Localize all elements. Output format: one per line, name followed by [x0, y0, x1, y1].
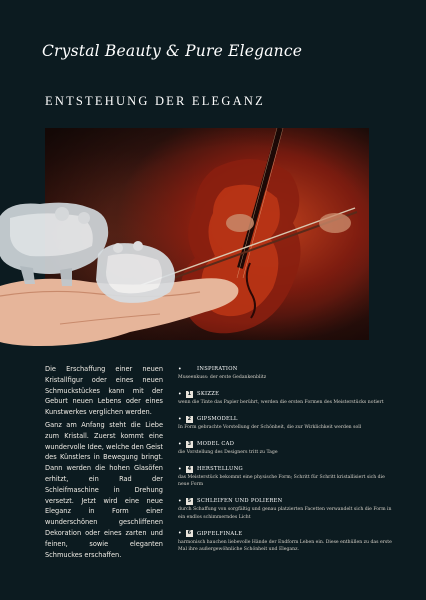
- step-number-badge: 5: [187, 497, 192, 504]
- step-number-badge: 2: [187, 415, 192, 422]
- step-number-badge: 1: [187, 390, 192, 397]
- intro-paragraph-2: Ganz am Anfang steht die Liebe zum Kristall. Zuerst kommt eine wundervolle Idee, welche den Geist des Künstlers in Bewegung bringt. Dann werden die hohen Glasöfen erhitzt, ein Rad der Schleifmaschine in Drehung versetzt. Jetzt wird eine neue Eleganz in Form einer wunderschönen geschliffenen Dekoration oder eines zarten und feinen, sowie eleganten Schmuckes erschaffen.: [45, 421, 163, 559]
- step-item: [178, 364, 393, 381]
- step-number-badge: 4: [187, 465, 192, 472]
- step-description: das Meisterstück bekommt eine physische Form; Schritt für Schritt kristallisiert sich die neue Form: [178, 475, 385, 488]
- step-item: [178, 496, 393, 521]
- step-title: GIPFELFINALE: [197, 530, 243, 537]
- step-item: [178, 414, 393, 431]
- process-steps-list: [178, 364, 393, 561]
- step-description: In Form gebrachte Vorstellung der Schönheit, die zur Wirklichkeit werden soll: [178, 425, 362, 430]
- hand-with-crystal-figurines: [0, 196, 250, 366]
- intro-paragraph-1: Die Erschaffung einer neuen Kristallfigur oder eines neuen Schmuckstückes kann mit der Geburt neuen Lebens oder eines Kunstwerkes verglichen werden.: [45, 365, 163, 417]
- step-description: durch Schaffung von sorgfältig und genau platzierten Facetten verwandelt sich die Form in ein endlos schimmerndes Licht: [178, 507, 392, 520]
- step-title: SKIZZE: [197, 391, 220, 397]
- step-title: SCHLEIFEN UND POLIEREN: [197, 498, 283, 505]
- bullet-icon: •: [178, 530, 182, 538]
- step-title: HERSTELLUNG: [197, 466, 243, 472]
- bullet-icon: •: [178, 497, 182, 505]
- step-title: INSPIRATION: [197, 366, 238, 372]
- step-number-badge: 3: [187, 440, 192, 447]
- step-item: [178, 389, 393, 406]
- step-description: wenn die Tinte das Papier berührt, werden die ersten Formen des Meisterstücks notiert: [178, 400, 384, 405]
- step-title: MODEL CAD: [197, 441, 235, 447]
- step-description: harmonisch hauchen liebevolle Hände der Endform Leben ein. Diese enthüllen zu das erste Mal ihre außergewöhnliche Schönheit und Eleganz.: [178, 539, 392, 553]
- step-title: GIPSMODELL: [197, 416, 238, 422]
- bullet-icon: •: [178, 465, 182, 473]
- step-item: [178, 439, 393, 456]
- bullet-icon: •: [178, 390, 182, 398]
- bullet-icon: •: [178, 440, 182, 448]
- bullet-icon: •: [178, 415, 182, 423]
- step-item: [178, 529, 393, 554]
- step-item: [178, 464, 393, 489]
- step-description: Museenkuss: der erste Gedankenblitz: [178, 375, 267, 380]
- bullet-icon: •: [178, 365, 182, 373]
- step-number-badge: 6: [187, 530, 192, 537]
- step-description: die Vorstellung des Designers tritt zu Tage: [178, 450, 278, 455]
- page-title: ENTSTEHUNG DER ELEGANZ: [45, 94, 265, 108]
- brand-logo: Crystal Beauty & Pure Elegance: [42, 42, 303, 60]
